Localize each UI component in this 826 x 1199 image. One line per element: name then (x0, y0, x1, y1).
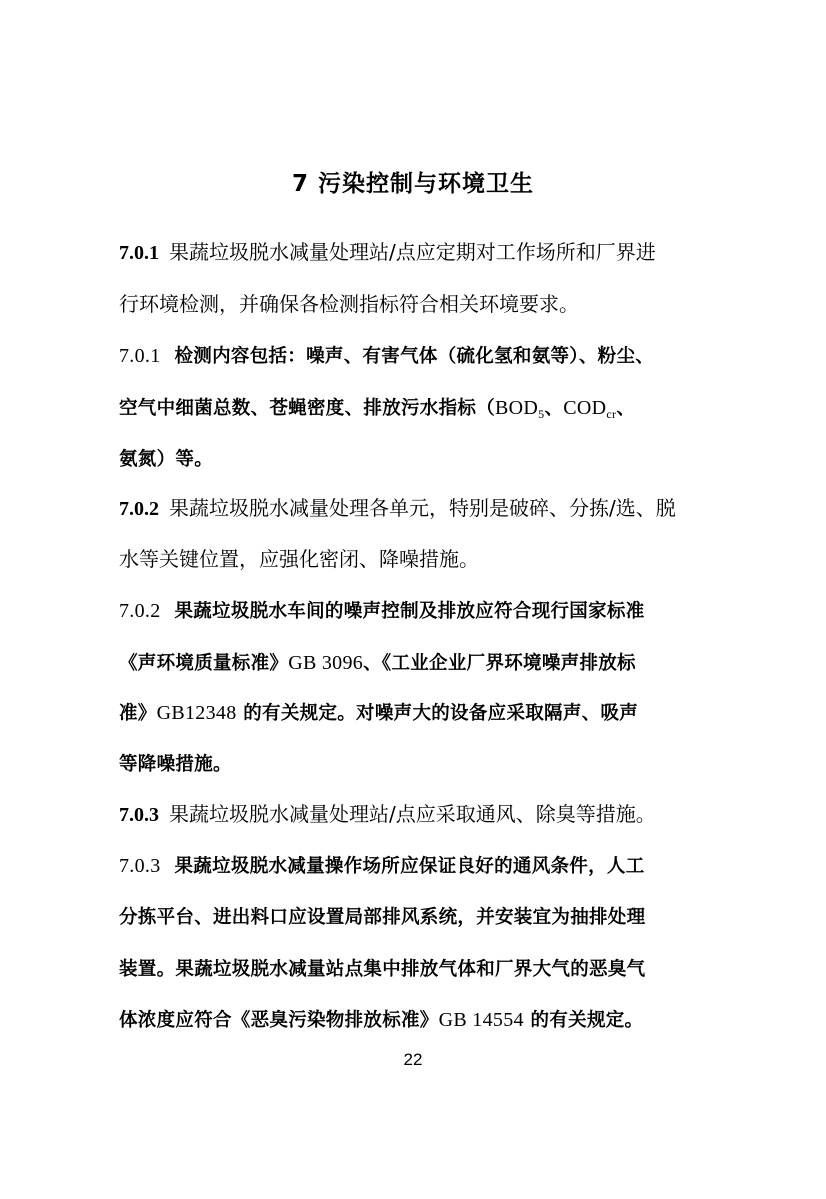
standard-code: GB 3096 (288, 652, 364, 674)
explanation-7-0-3-line-2: 分拣平台、进出料口应设置局部排风系统，并安装宜为抽排处理 (119, 907, 646, 928)
explanation-number: 7.0.3 (119, 855, 161, 877)
standard-code: GB12348 (156, 702, 237, 724)
explanation-text: 准》 (119, 703, 157, 724)
explanation-text: 果蔬垃圾脱水减量操作场所应保证良好的通风条件，人工 (174, 856, 645, 877)
cod-label (563, 397, 616, 419)
explanation-text: 空气中细菌总数、苍蝇密度、排放污水指标（ (119, 398, 496, 419)
clause-number: 7.0.3 (119, 804, 159, 826)
clause-7-0-2-line-1 (119, 495, 676, 522)
explanation-7-0-2-line-1 (119, 598, 645, 625)
explanation-text: 的有关规定。 (523, 1010, 644, 1031)
explanation-text: 检测内容包括：噪声、有害气体（硫化氢和氨等）、粉尘、 (174, 346, 655, 367)
standard-code: GB 14554 (438, 1009, 524, 1031)
explanation-text: 《声环境质量标准》 (119, 653, 289, 674)
cod-subscript: cr (606, 407, 617, 421)
clause-7-0-3-line-1 (119, 801, 656, 828)
explanation-7-0-3-line-3: 装置。果蔬垃圾脱水减量站点集中排放气体和厂界大气的恶臭气 (119, 959, 646, 980)
clause-number: 7.0.1 (119, 242, 159, 264)
clause-7-0-2-line-2: 水等关键位置，应强化密闭、降噪措施。 (119, 547, 479, 571)
clause-7-0-1-line-1 (119, 239, 656, 266)
page-number: 22 (403, 1050, 423, 1069)
bod-subscript: 5 (538, 407, 545, 421)
explanation-7-0-2-line-2 (119, 650, 636, 677)
clause-text: 果蔬垃圾脱水减量处理各单元，特别是破碎、分拣/选、脱 (169, 496, 676, 520)
explanation-7-0-2-line-4: 等降噪措施。 (119, 754, 232, 775)
explanation-number: 7.0.2 (119, 600, 161, 622)
explanation-7-0-3-line-1 (119, 853, 645, 880)
chapter-title: 7 污染控制与环境卫生 (291, 171, 534, 197)
explanation-7-0-1-line-2 (119, 395, 635, 427)
explanation-text: 果蔬垃圾脱水车间的噪声控制及排放应符合现行国家标准 (174, 601, 645, 622)
separator: 、 (544, 398, 564, 419)
explanation-number: 7.0.1 (119, 345, 161, 367)
clause-number: 7.0.2 (119, 498, 159, 520)
bod-text: BOD (495, 397, 539, 419)
explanation-7-0-1-line-1 (119, 343, 654, 370)
explanation-7-0-1-line-3: 氨氮）等。 (119, 449, 214, 470)
explanation-7-0-2-line-3 (119, 700, 638, 727)
explanation-7-0-3-line-4 (119, 1007, 643, 1034)
clause-7-0-1-line-2: 行环境检测，并确保各检测指标符合相关环境要求。 (119, 292, 579, 316)
bod-label (495, 397, 544, 419)
separator: 、 (616, 398, 636, 419)
cod-text: COD (563, 397, 607, 419)
explanation-text: 体浓度应符合《恶臭污染物排放标准》 (119, 1010, 439, 1031)
clause-text: 果蔬垃圾脱水减量处理站/点应定期对工作场所和厂界进 (169, 240, 656, 264)
explanation-text: 、《工业企业厂界环境噪声排放标 (363, 653, 636, 674)
explanation-text: 的有关规定。对噪声大的设备应采取隔声、吸声 (236, 703, 639, 724)
clause-text: 果蔬垃圾脱水减量处理站/点应采取通风、除臭等措施。 (169, 802, 656, 826)
